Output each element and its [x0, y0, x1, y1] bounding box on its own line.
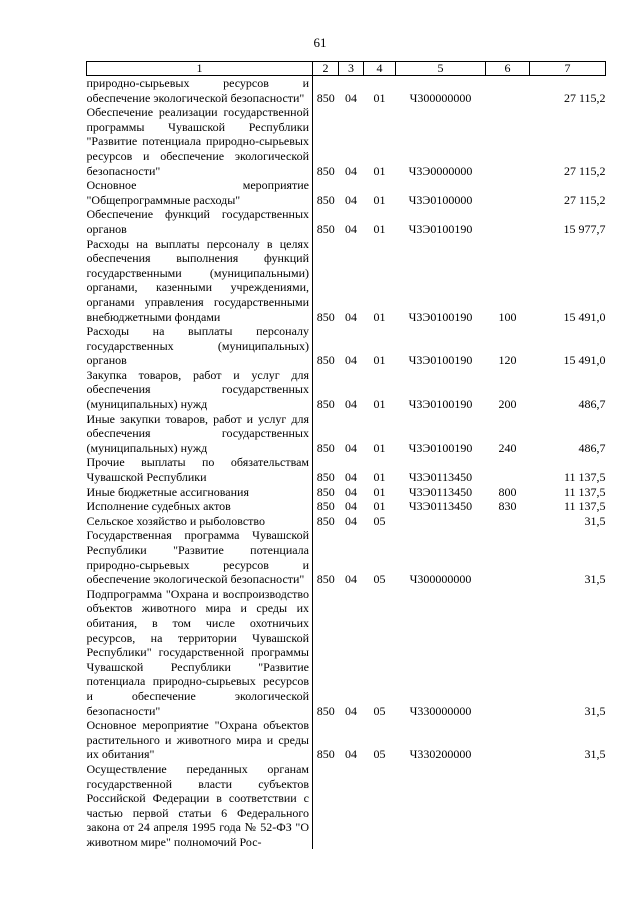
row-section: 04 — [345, 484, 357, 499]
row-section: 04 — [345, 90, 357, 105]
column-header: 5 — [396, 62, 486, 76]
row-amount: 31,5 — [584, 703, 606, 718]
row-name: Обеспечение реализации государственной программы Чувашской Республики "Развитие потенциала природно-сырьевых ресурсов и обеспечение экологической безопасности" — [86, 105, 309, 178]
row-subsection: 05 — [373, 513, 386, 528]
row-expense-type — [486, 528, 530, 586]
row-target-code: Ч3Э0100190 — [408, 353, 473, 368]
table-row — [87, 499, 606, 514]
row-vedom-code: 850 — [313, 485, 339, 500]
row-expense-type: 200 — [498, 397, 517, 412]
row-subsection: 01 — [373, 353, 386, 368]
header-row — [87, 62, 606, 76]
column-header: 6 — [486, 62, 530, 76]
row-expense-type: 120 — [498, 353, 517, 368]
row-name: Расходы на выплаты персоналу государственных (муниципальных) органов — [86, 324, 309, 368]
row-section: 04 — [345, 747, 357, 762]
row-vedom-code: 850 — [313, 514, 339, 529]
row-expense-type — [486, 207, 530, 236]
row-subsection: 05 — [373, 572, 386, 587]
table-row — [87, 207, 606, 236]
row-expense-type — [486, 587, 530, 718]
row-target-code: Ч3Э0113450 — [408, 484, 473, 499]
row-target-code: Ч330200000 — [409, 747, 472, 762]
row-subsection: 01 — [373, 440, 386, 455]
row-target-code: Ч300000000 — [409, 572, 472, 587]
row-subsection: 01 — [373, 192, 386, 207]
row-section: 04 — [345, 192, 357, 207]
table-row — [87, 237, 606, 325]
row-amount: 486,7 — [578, 440, 606, 455]
column-header: 3 — [339, 62, 364, 76]
row-target-code — [396, 762, 486, 850]
row-amount: 31,5 — [584, 747, 606, 762]
row-name: Расходы на выплаты персоналу в целях обеспечения выполнения функций государственными (муниципальными) органами, казенными учреждениями, органами управления государственными внебюджетными фондами — [86, 236, 309, 324]
row-section: 04 — [345, 440, 357, 455]
row-subsection: 01 — [373, 90, 386, 105]
row-vedom-code: 850 — [313, 499, 339, 514]
row-amount: 15 977,7 — [563, 221, 606, 236]
row-section: 04 — [345, 513, 357, 528]
row-amount: 15 491,0 — [563, 309, 606, 324]
row-name: Осуществление переданных органам государственной власти субъектов Российской Федерации в соответствии с частью первой статьи 6 Федерального закона от 24 апреля 1995 года № 52-ФЗ "О животном мире" полномочий Рос- — [86, 761, 309, 849]
row-amount: 486,7 — [578, 397, 606, 412]
table-row — [87, 178, 606, 207]
row-vedom-code: 850 — [313, 207, 339, 236]
column-header: 7 — [530, 62, 606, 76]
row-subsection — [364, 762, 396, 850]
row-section: 04 — [345, 163, 357, 178]
row-amount: 27 115,2 — [563, 192, 606, 207]
table-row — [87, 514, 606, 529]
row-name: Иные бюджетные ассигнования — [86, 484, 249, 499]
row-vedom-code: 850 — [313, 324, 339, 368]
row-expense-type: 240 — [498, 440, 517, 455]
row-vedom-code: 850 — [313, 178, 339, 207]
row-section: 04 — [345, 397, 357, 412]
table-row — [87, 762, 606, 850]
row-target-code: Ч3Э0100190 — [408, 397, 473, 412]
row-name: Исполнение судебных актов — [86, 499, 231, 514]
row-vedom-code: 850 — [313, 587, 339, 718]
row-vedom-code — [313, 762, 339, 850]
table-row — [87, 76, 606, 106]
row-amount: 27 115,2 — [563, 90, 606, 105]
column-header: 2 — [313, 62, 339, 76]
row-amount: 15 491,0 — [563, 353, 606, 368]
row-subsection: 01 — [373, 499, 386, 514]
row-expense-type: 800 — [498, 484, 517, 499]
row-section — [339, 762, 364, 850]
row-name: Прочие выплаты по обязательствам Чувашской Республики — [86, 455, 309, 485]
row-subsection: 05 — [373, 703, 386, 718]
page-number: 61 — [313, 35, 327, 50]
row-section: 04 — [345, 572, 357, 587]
row-subsection: 05 — [373, 747, 386, 762]
row-target-code: Ч3Э0100000 — [408, 192, 473, 207]
row-name: Основное мероприятие "Охрана объектов растительного и животного мира и среды их обитания" — [86, 718, 309, 762]
row-vedom-code: 850 — [313, 455, 339, 484]
row-name: Основное мероприятие "Общепрограммные расходы" — [86, 178, 309, 207]
column-header: 4 — [364, 62, 396, 76]
row-amount: 31,5 — [584, 513, 606, 528]
row-expense-type — [486, 76, 530, 106]
row-target-code: Ч330000000 — [409, 703, 472, 718]
row-vedom-code: 850 — [313, 105, 339, 178]
column-header: 1 — [87, 62, 313, 76]
row-section: 04 — [345, 221, 357, 236]
table-row — [87, 485, 606, 500]
row-expense-type — [486, 455, 530, 484]
row-name: природно-сырьевых ресурсов и обеспечение экологической безопасности" — [86, 76, 309, 105]
row-subsection: 01 — [373, 163, 386, 178]
row-vedom-code: 850 — [313, 718, 339, 762]
row-expense-type: 100 — [498, 309, 517, 324]
row-amount: 11 137,5 — [563, 470, 606, 485]
row-expense-type — [486, 105, 530, 178]
table-row — [87, 105, 606, 178]
row-subsection: 01 — [373, 221, 386, 236]
row-name: Обеспечение функций государственных органов — [86, 207, 309, 236]
row-subsection: 01 — [373, 484, 386, 499]
row-section: 04 — [345, 309, 357, 324]
row-vedom-code: 850 — [313, 528, 339, 586]
row-target-code — [396, 514, 486, 529]
table-row — [87, 412, 606, 456]
row-target-code: Ч3Э0113450 — [408, 499, 473, 514]
row-vedom-code: 850 — [313, 412, 339, 456]
row-section: 04 — [345, 499, 357, 514]
row-name: Государственная программа Чувашской Республики "Развитие потенциала природно-сырьевых ресурсов и обеспечение экологической безопасности" — [86, 528, 309, 587]
row-expense-type: 830 — [498, 499, 517, 514]
table-row — [87, 324, 606, 368]
row-section: 04 — [345, 703, 357, 718]
row-target-code: Ч3Э0100190 — [408, 440, 473, 455]
row-vedom-code: 850 — [313, 237, 339, 325]
row-name: Закупка товаров, работ и услуг для обеспечения государственных (муниципальных) нужд — [86, 367, 309, 412]
row-amount — [530, 762, 606, 850]
row-expense-type — [486, 514, 530, 529]
row-target-code: Ч3Э0113450 — [408, 470, 473, 485]
table-body — [87, 76, 606, 850]
budget-table — [86, 61, 606, 849]
row-target-code: Ч3Э0100190 — [408, 309, 473, 324]
row-target-code: Ч3Э0100190 — [408, 221, 473, 236]
table-row — [87, 368, 606, 412]
row-vedom-code: 850 — [313, 368, 339, 412]
row-vedom-code: 850 — [313, 76, 339, 106]
row-subsection: 01 — [373, 309, 386, 324]
row-expense-type — [486, 718, 530, 762]
row-expense-type — [486, 762, 530, 850]
row-amount: 27 115,2 — [563, 163, 606, 178]
table-row — [87, 528, 606, 586]
row-amount: 11 137,5 — [563, 484, 606, 499]
table-row — [87, 455, 606, 484]
row-section: 04 — [345, 353, 357, 368]
row-name: Подпрограмма "Охрана и воспроизводство объектов животного мира и среды их обитания, в том числе охотничьих ресурсов, на территории Чувашской Республики" государственной программы Чувашской Республики "Развитие потенциала природно-сырьевых ресурсов и обеспечение экологической безопасности" — [86, 586, 309, 718]
table-row — [87, 718, 606, 762]
table-row — [87, 587, 606, 718]
row-expense-type — [486, 178, 530, 207]
row-subsection: 01 — [373, 397, 386, 412]
row-name: Иные закупки товаров, работ и услуг для обеспечения государственных (муниципальных) нужд — [86, 411, 309, 455]
row-section: 04 — [345, 470, 357, 485]
row-name: Сельское хозяйство и рыболовство — [86, 513, 266, 528]
row-subsection: 01 — [373, 470, 386, 485]
row-amount: 31,5 — [584, 572, 606, 587]
row-target-code: Ч300000000 — [409, 90, 472, 105]
row-amount: 11 137,5 — [563, 499, 606, 514]
row-target-code: Ч3Э0000000 — [408, 163, 473, 178]
